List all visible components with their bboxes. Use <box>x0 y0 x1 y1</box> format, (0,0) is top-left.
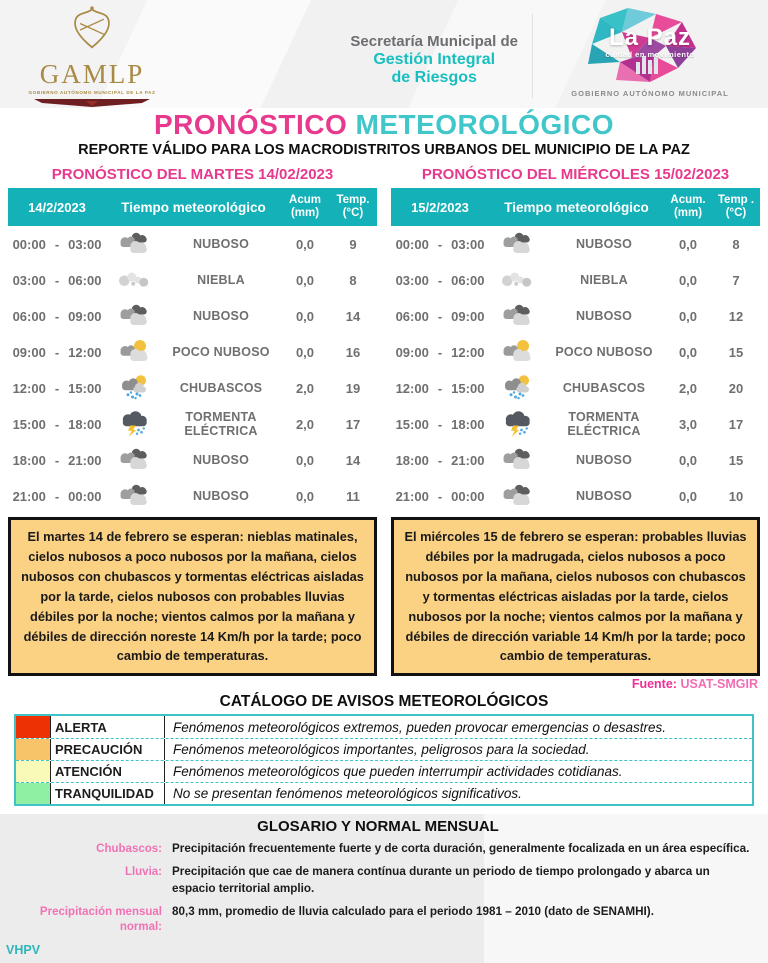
cloudy-weather-icon <box>489 302 544 330</box>
condition-label: NUBOSO <box>192 309 250 324</box>
alert-level-label: ATENCIÓN <box>50 761 164 782</box>
source-label: Fuente: <box>631 677 677 692</box>
page-title-part1: PRONÓSTICO <box>153 109 348 140</box>
time-range: 00:00 - 03:00 <box>395 236 485 252</box>
page-subtitle: REPORTE VÁLIDO PARA LOS MACRODISTRITOS URBANOS DEL MUNICIPIO DE LA PAZ <box>78 142 690 159</box>
condition-label: CHUBASCOS <box>179 381 263 396</box>
condition-label: CHUBASCOS <box>562 381 646 396</box>
forecast-columns <box>0 158 768 676</box>
alert-color-swatch <box>16 739 50 760</box>
page-header <box>0 0 768 108</box>
lapaz-tagline: ciudad en movimiento <box>605 50 695 59</box>
forecast-row <box>8 262 377 298</box>
forecast-row <box>8 334 377 370</box>
author-initials: VHPV <box>6 942 41 957</box>
acum-value: 0,0 <box>295 488 315 504</box>
forecast-row <box>391 298 760 334</box>
alert-level-label: ALERTA <box>50 716 164 738</box>
forecast-row <box>8 478 377 514</box>
catalog-row <box>16 738 752 760</box>
acum-value: 0,0 <box>295 272 315 288</box>
condition-label: NUBOSO <box>192 237 250 252</box>
secretaria-line2: Gestión Integral <box>373 50 496 68</box>
cloudy-weather-icon <box>106 302 161 330</box>
acum-value: 2,0 <box>295 380 315 396</box>
cloudy-weather-icon <box>106 482 161 510</box>
time-range: 09:00 - 12:00 <box>12 344 102 360</box>
alert-color-swatch <box>16 716 50 738</box>
temp-value: 14 <box>345 308 361 324</box>
lapaz-logo <box>550 6 750 98</box>
gamlp-ribbon-icon <box>32 98 152 108</box>
gamlp-logo <box>22 6 162 113</box>
temp-value: 16 <box>345 344 361 360</box>
temp-value: 7 <box>732 272 740 288</box>
acum-value: 0,0 <box>678 452 698 468</box>
temp-value: 17 <box>728 416 744 432</box>
time-range: 21:00 - 00:00 <box>395 488 485 504</box>
temp-value: 14 <box>345 452 361 468</box>
acum-value: 2,0 <box>295 416 315 432</box>
time-range: 15:00 - 18:00 <box>395 416 485 432</box>
condition-label: NUBOSO <box>575 237 633 252</box>
catalog-row <box>16 760 752 782</box>
header-date: 14/2/2023 <box>28 199 86 215</box>
condition-label: NUBOSO <box>575 489 633 504</box>
summary-box-tuesday: El martes 14 de febrero se esperan: nieblas matinales, cielos nubosos a poco nubosos por la mañana, cielos nubosos con chubascos y tormentas eléctricas aisladas por la tarde, cielos nubosos con probables lluvias débiles por la noche; vientos calmos por la mañana y débiles de dirección noreste 14 Km/h por la tarde; poco cambio de temperaturas. <box>8 517 377 676</box>
forecast-row <box>391 442 760 478</box>
time-range: 12:00 - 15:00 <box>12 380 102 396</box>
temp-value: 19 <box>345 380 361 396</box>
temp-value: 20 <box>728 380 744 396</box>
forecast-rows <box>391 226 760 514</box>
partly-weather-icon <box>106 338 161 366</box>
alert-level-label: TRANQUILIDAD <box>50 783 164 804</box>
header-temp: Temp . (°C) <box>717 194 755 220</box>
glossary-term: Precipitación mensual normal: <box>39 906 162 934</box>
forecast-row <box>391 406 760 442</box>
time-range: 12:00 - 15:00 <box>395 380 485 396</box>
gamlp-caption: GOBIERNO AUTÓNOMO MUNICIPAL DE LA PAZ <box>28 90 156 95</box>
partly-weather-icon <box>489 338 544 366</box>
time-range: 21:00 - 00:00 <box>12 488 102 504</box>
glossary-item <box>0 841 756 858</box>
catalog-row <box>16 716 752 738</box>
forecast-column-tuesday <box>8 162 377 676</box>
condition-label: POCO NUBOSO <box>555 345 653 360</box>
cloudy-weather-icon <box>489 482 544 510</box>
temp-value: 17 <box>345 416 361 432</box>
secretaria-block <box>350 34 518 87</box>
cloudy-weather-icon <box>489 446 544 474</box>
condition-label: NIEBLA <box>580 273 628 288</box>
time-range: 18:00 - 21:00 <box>12 452 102 468</box>
acum-value: 0,0 <box>295 236 315 252</box>
fog-weather-icon <box>106 266 161 294</box>
table-header <box>8 188 377 226</box>
time-range: 03:00 - 06:00 <box>395 272 485 288</box>
glossary-item <box>0 904 756 935</box>
fog-weather-icon <box>489 266 544 294</box>
forecast-row <box>391 226 760 262</box>
condition-label: TORMENTA ELÉCTRICA <box>567 410 641 439</box>
temp-value: 8 <box>349 272 357 288</box>
alert-level-description: No se presentan fenómenos meteorológicos significativos. <box>164 783 752 804</box>
alert-level-description: Fenómenos meteorológicos importantes, peligrosos para la sociedad. <box>164 739 752 760</box>
forecast-column-wednesday <box>391 162 760 676</box>
acum-value: 0,0 <box>295 344 315 360</box>
acum-value: 0,0 <box>295 452 315 468</box>
header-divider <box>532 14 533 98</box>
alert-color-swatch <box>16 783 50 804</box>
glossary-term: Chubascos: <box>96 843 162 856</box>
page-title-part2: METEOROLÓGICO <box>355 109 614 140</box>
catalog-row <box>16 782 752 804</box>
glossary-definition: Precipitación frecuentemente fuerte y de corta duración, generalmente focalizada en un área específica. <box>172 842 750 856</box>
glossary-section <box>0 814 768 963</box>
forecast-row <box>8 406 377 442</box>
temp-value: 12 <box>728 308 744 324</box>
time-range: 18:00 - 21:00 <box>395 452 485 468</box>
cloudy-weather-icon <box>489 230 544 258</box>
temp-value: 15 <box>728 344 744 360</box>
acum-value: 3,0 <box>678 416 698 432</box>
condition-label: POCO NUBOSO <box>172 345 270 360</box>
acum-value: 0,0 <box>678 488 698 504</box>
acum-value: 0,0 <box>295 308 315 324</box>
forecast-row <box>8 442 377 478</box>
temp-value: 11 <box>346 488 360 504</box>
forecast-title-wednesday: PRONÓSTICO DEL MIÉRCOLES 15/02/2023 <box>421 166 730 184</box>
acum-value: 0,0 <box>678 236 698 252</box>
condition-label: NUBOSO <box>192 453 250 468</box>
condition-label: NUBOSO <box>575 453 633 468</box>
lapaz-caption: GOBIERNO AUTÓNOMO MUNICIPAL <box>571 89 729 98</box>
source-value: USAT-SMGIR <box>680 677 758 692</box>
acum-value: 2,0 <box>678 380 698 396</box>
time-range: 06:00 - 09:00 <box>12 308 102 324</box>
glossary-items <box>0 841 756 935</box>
table-header <box>391 188 760 226</box>
lapaz-name: La Paz <box>608 24 692 51</box>
alert-level-description: Fenómenos meteorológicos extremos, pueden provocar emergencias o desastres. <box>164 716 752 738</box>
cloudy-weather-icon <box>106 230 161 258</box>
condition-label: TORMENTA ELÉCTRICA <box>184 410 258 439</box>
forecast-row <box>8 298 377 334</box>
header-condition: Tiempo meteorológico <box>504 199 649 215</box>
alert-level-description: Fenómenos meteorológicos que pueden interrumpir actividades cotidianas. <box>164 761 752 782</box>
catalog-title: CATÁLOGO DE AVISOS METEOROLÓGICOS <box>219 693 549 711</box>
forecast-row <box>391 262 760 298</box>
alert-color-swatch <box>16 761 50 782</box>
header-condition: Tiempo meteorológico <box>121 199 266 215</box>
time-range: 15:00 - 18:00 <box>12 416 102 432</box>
secretaria-line1: Secretaría Municipal de <box>350 33 518 50</box>
condition-label: NIEBLA <box>197 273 245 288</box>
header-acum: Acum. (mm) <box>670 194 706 220</box>
alert-level-label: PRECAUCIÓN <box>50 739 164 760</box>
cloudy-weather-icon <box>106 446 161 474</box>
showers-weather-icon <box>489 374 544 402</box>
gamlp-crest-icon <box>66 6 118 54</box>
time-range: 03:00 - 06:00 <box>12 272 102 288</box>
forecast-row <box>8 370 377 406</box>
storm-weather-icon <box>106 410 161 438</box>
temp-value: 8 <box>732 236 740 252</box>
page-title <box>0 110 768 139</box>
acum-value: 0,0 <box>678 272 698 288</box>
header-acum: Acum (mm) <box>289 194 321 220</box>
glossary-item <box>0 864 756 898</box>
time-range: 06:00 - 09:00 <box>395 308 485 324</box>
gamlp-acronym: GAMLP <box>39 59 145 89</box>
forecast-row <box>8 226 377 262</box>
header-date: 15/2/2023 <box>411 199 469 215</box>
source-line <box>0 676 768 691</box>
header-temp: Temp. (°C) <box>336 194 370 220</box>
condition-label: NUBOSO <box>575 309 633 324</box>
summary-box-wednesday: El miércoles 15 de febrero se esperan: probables lluvias débiles por la madrugada, cielos nubosos a poco nubosos por la mañana, cielos nubosos con chubascos y tormentas eléctricas aisladas por la tarde, cielos nubosos por la noche; vientos calmos por la mañana y débiles de dirección variable 14 Km/h por la tarde; poco cambio de temperaturas. <box>391 517 760 676</box>
glossary-definition: Precipitación que cae de manera contínua durante un periodo de tiempo prolongado y abarca un espacio territorial amplio. <box>172 865 710 896</box>
storm-weather-icon <box>489 410 544 438</box>
forecast-row <box>391 478 760 514</box>
showers-weather-icon <box>106 374 161 402</box>
temp-value: 15 <box>728 452 744 468</box>
glossary-title: GLOSARIO Y NORMAL MENSUAL <box>257 818 499 836</box>
secretaria-line3: de Riesgos <box>391 68 477 86</box>
forecast-row <box>391 370 760 406</box>
time-range: 09:00 - 12:00 <box>395 344 485 360</box>
glossary-definition: 80,3 mm, promedio de lluvia calculado para el periodo 1981 – 2010 (dato de SENAMHI). <box>172 905 654 919</box>
acum-value: 0,0 <box>678 308 698 324</box>
temp-value: 9 <box>349 236 357 252</box>
temp-value: 10 <box>728 488 744 504</box>
catalog-table <box>14 714 754 806</box>
forecast-title-tuesday: PRONÓSTICO DEL MARTES 14/02/2023 <box>51 166 334 184</box>
acum-value: 0,0 <box>678 344 698 360</box>
condition-label: NUBOSO <box>192 489 250 504</box>
forecast-rows <box>8 226 377 514</box>
time-range: 00:00 - 03:00 <box>12 236 102 252</box>
glossary-term: Lluvia: <box>124 866 162 879</box>
forecast-row <box>391 334 760 370</box>
